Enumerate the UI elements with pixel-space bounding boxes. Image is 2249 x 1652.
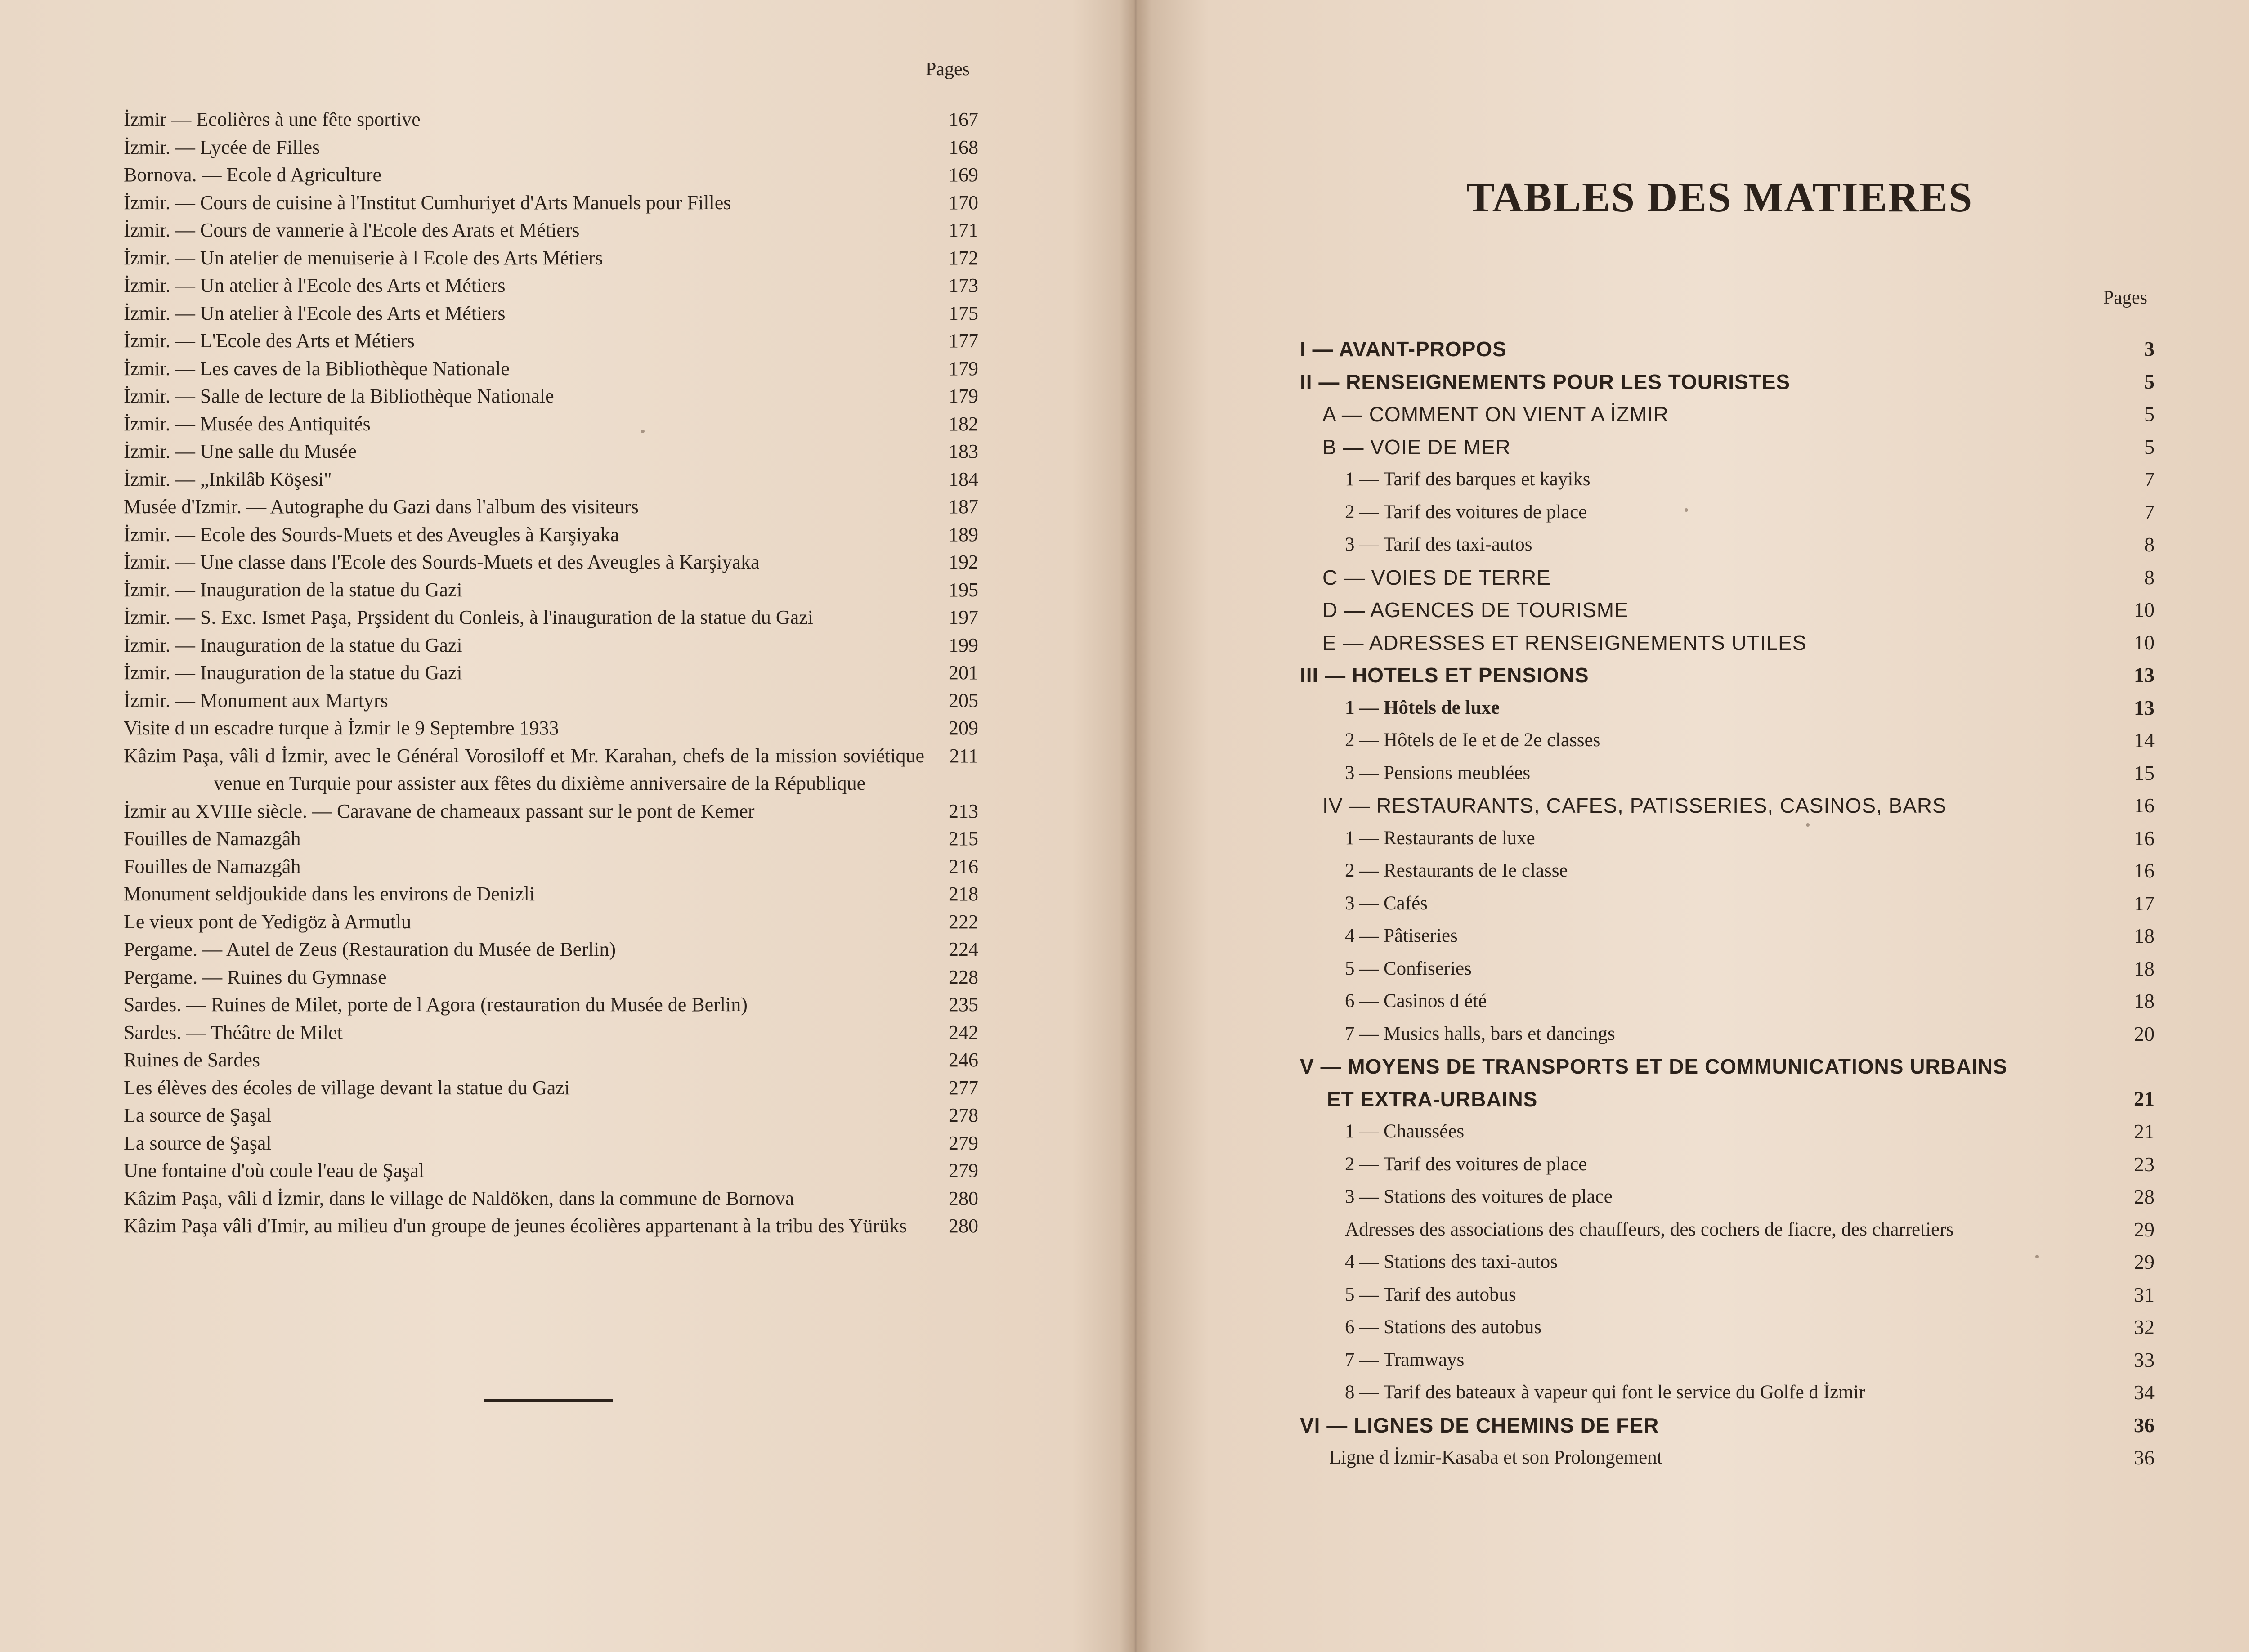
toc-entry-label: B — VOIE DE MER <box>1322 435 1511 459</box>
toc-entry-label: 4 — Stations des taxi-autos <box>1345 1251 1558 1272</box>
page-number: 242 <box>949 1021 978 1043</box>
toc-entry-label: III — HOTELS ET PENSIONS <box>1300 663 1589 687</box>
illustration-caption: İzmir. — Cours de cuisine à l'Institut Cumhuriyet d'Arts Manuels pour Filles <box>124 191 731 214</box>
page-number: 33 <box>2134 1348 2155 1371</box>
illustration-caption: İzmir. — Une salle du Musée <box>124 440 357 462</box>
page-number: 222 <box>949 910 978 933</box>
page-number: 20 <box>2134 1022 2155 1045</box>
toc-entry-label: 5 — Confiseries <box>1345 958 1472 979</box>
toc-entry-label: Adresses des associations des chauffeurs, des cochers de fiacre, des charretiers <box>1345 1218 1954 1240</box>
toc-entry <box>1300 463 2155 496</box>
list-item <box>124 521 978 549</box>
illustration-caption: Kâzim Paşa vâli d'Imir, au milieu d'un groupe de jeunes écolières appartenant à la tribu des Yürüks <box>124 1215 907 1237</box>
page-number: 28 <box>2134 1185 2155 1208</box>
illustration-caption: Sardes. — Théâtre de Milet <box>124 1021 343 1043</box>
illustration-list <box>124 106 978 1240</box>
illustration-caption: İzmir. — „Inkilâb Köşesi" <box>124 468 332 490</box>
list-item <box>124 1185 978 1213</box>
toc-entry <box>1300 985 2155 1018</box>
toc-entry <box>1300 1050 2155 1115</box>
toc-entry-label: 3 — Stations des voitures de place <box>1345 1186 1613 1207</box>
toc-entry-label: 2 — Restaurants de Ie classe <box>1345 860 1568 881</box>
list-item <box>124 659 978 687</box>
toc-entry-title <box>1300 659 2096 692</box>
page-number: 18 <box>2134 924 2155 947</box>
toc-entry-title <box>1300 724 2096 757</box>
illustration-caption: İzmir. — Cours de vannerie à l'Ecole des Arats et Métiers <box>124 219 580 241</box>
illustration-caption: İzmir. — Un atelier de menuiserie à l Ecole des Arts Métiers <box>124 246 603 269</box>
toc-entry-title <box>1300 1344 2096 1377</box>
illustration-caption: La source de Şaşal <box>124 1104 272 1126</box>
toc-entry <box>1300 561 2155 594</box>
list-item <box>124 244 978 272</box>
page-number: 201 <box>949 662 978 684</box>
toc-entry-title <box>1300 1115 2096 1148</box>
illustration-caption: İzmir. — Inauguration de la statue du Gazi <box>124 634 462 656</box>
toc-entry <box>1300 496 2155 529</box>
page-number: 197 <box>949 606 978 628</box>
illustration-caption: Le vieux pont de Yedigöz à Armutlu <box>124 910 412 933</box>
toc-entry <box>1300 594 2155 627</box>
illustration-caption: Pergame. — Autel de Zeus (Restauration du Musée de Berlin) <box>124 938 616 960</box>
toc-entry <box>1300 855 2155 887</box>
toc-entry-label: Ligne d İzmir-Kasaba et son Prolongement <box>1329 1447 1662 1468</box>
toc-entry <box>1300 1279 2155 1312</box>
toc-entry-label: I — AVANT-PROPOS <box>1300 337 1507 361</box>
page-number: 29 <box>2134 1218 2155 1241</box>
toc-entry <box>1300 528 2155 561</box>
toc-entry-title <box>1300 528 2096 561</box>
list-item <box>124 189 978 217</box>
page-number: 8 <box>2144 533 2155 556</box>
page-number: 175 <box>949 302 978 324</box>
illustration-caption: İzmir. — Un atelier à l'Ecole des Arts et Métiers <box>124 302 506 324</box>
toc-entry-title <box>1300 627 2096 659</box>
toc-entry-title <box>1300 692 2096 725</box>
page-number: 16 <box>2134 794 2155 817</box>
toc-entry-title <box>1300 1279 2096 1312</box>
page-number: 209 <box>949 717 978 739</box>
page-number: 10 <box>2134 631 2155 654</box>
page-number: 279 <box>949 1132 978 1154</box>
illustration-caption: Une fontaine d'où coule l'eau de Şaşal <box>124 1160 425 1182</box>
end-rule <box>484 1399 613 1402</box>
paper-speck <box>641 430 645 433</box>
page-number: 36 <box>2134 1413 2155 1437</box>
toc-entry <box>1300 333 2155 366</box>
toc-entry <box>1300 920 2155 953</box>
toc-entry-title <box>1300 398 2096 431</box>
page-number: 36 <box>2134 1446 2155 1469</box>
toc-entry <box>1300 1018 2155 1051</box>
toc-entry <box>1300 757 2155 790</box>
illustration-caption: İzmir. — L'Ecole des Arts et Métiers <box>124 330 415 352</box>
toc-entry-title <box>1300 594 2096 627</box>
list-item <box>124 825 978 853</box>
page-number: 21 <box>2134 1120 2155 1143</box>
list-item <box>124 936 978 963</box>
page-number: 16 <box>2134 826 2155 850</box>
page-number: 17 <box>2134 891 2155 915</box>
illustration-caption: İzmir. — Inauguration de la statue du Gazi <box>124 578 462 601</box>
page-number: 32 <box>2134 1316 2155 1339</box>
page-number: 192 <box>949 551 978 573</box>
pages-column-header-right: Pages <box>2103 287 2147 308</box>
illustration-caption: Visite d un escadre turque à İzmir le 9 Septembre 1933 <box>124 717 559 739</box>
toc-entry-title <box>1300 1181 2096 1213</box>
page-number: 228 <box>949 966 978 988</box>
toc-entry <box>1300 1181 2155 1213</box>
toc-entry <box>1300 1376 2155 1409</box>
list-item <box>124 382 978 410</box>
page-number: 179 <box>949 357 978 380</box>
toc-entry-label: 2 — Tarif des voitures de place <box>1345 1153 1587 1175</box>
illustration-caption: İzmir au XVIIIe siècle. — Caravane de chameaux passant sur le pont de Kemer <box>124 800 755 822</box>
page-number: 5 <box>2144 403 2155 425</box>
page-number: 5 <box>2144 370 2155 393</box>
toc-entry <box>1300 887 2155 920</box>
page-number: 16 <box>2134 859 2155 882</box>
toc-entry-label: 7 — Musics halls, bars et dancings <box>1345 1023 1615 1044</box>
page-number: 224 <box>949 938 978 960</box>
toc-entry-title <box>1300 789 2096 822</box>
toc-entry-title <box>1300 1050 2096 1115</box>
paper-speck <box>1685 508 1688 512</box>
page-number: 182 <box>949 412 978 435</box>
list-item <box>124 548 978 576</box>
page-number: 18 <box>2134 957 2155 980</box>
toc-entry-title <box>1300 757 2096 790</box>
toc-entry <box>1300 1148 2155 1181</box>
illustration-caption: İzmir. — Ecole des Sourds-Muets et des Aveugles à Karşiyaka <box>124 523 619 546</box>
toc-entry-label: 3 — Pensions meublées <box>1345 762 1531 783</box>
toc-entry-title <box>1300 1246 2096 1279</box>
page-number: 189 <box>949 523 978 546</box>
page-number: 15 <box>2134 761 2155 784</box>
page-number: 21 <box>2134 1087 2155 1110</box>
toc-entry-title <box>1300 333 2096 366</box>
page-number: 13 <box>2134 663 2155 686</box>
toc-entry <box>1300 724 2155 757</box>
toc-entry-title <box>1300 953 2096 985</box>
toc-entry-label: VI — LIGNES DE CHEMINS DE FER <box>1300 1413 1659 1437</box>
page-number: 235 <box>949 994 978 1016</box>
list-item <box>124 1074 978 1102</box>
toc-entry-label: 8 — Tarif des bateaux à vapeur qui font le service du Golfe d İzmir <box>1345 1382 1865 1403</box>
list-item <box>124 576 978 604</box>
toc-entry-label: 3 — Cafés <box>1345 892 1428 914</box>
toc-entry-title <box>1300 887 2096 920</box>
toc-entry-title <box>1300 561 2096 594</box>
toc-entry-label: 2 — Hôtels de Ie et de 2e classes <box>1345 730 1601 751</box>
toc-entry <box>1300 789 2155 822</box>
list-item <box>124 687 978 715</box>
page-number: 187 <box>949 496 978 518</box>
page-number: 171 <box>949 219 978 241</box>
page-number: 246 <box>949 1049 978 1071</box>
toc-entry-label-continued: ET EXTRA-URBAINS <box>1327 1087 1538 1111</box>
page-number: 195 <box>949 578 978 601</box>
toc-entry <box>1300 1311 2155 1344</box>
illustration-caption: Fouilles de Namazgâh <box>124 855 301 877</box>
toc-entry-title <box>1300 1442 2096 1474</box>
toc-entry-title <box>1300 1018 2096 1051</box>
toc-entry-title <box>1300 1213 2096 1246</box>
list-item <box>124 466 978 493</box>
list-item <box>124 1019 978 1047</box>
page-number: 23 <box>2134 1152 2155 1176</box>
list-item <box>124 355 978 383</box>
list-item <box>124 272 978 300</box>
toc-entry <box>1300 692 2155 725</box>
illustration-caption: İzmir — Ecolières à une fête sportive <box>124 108 421 130</box>
illustration-caption: İzmir. — S. Exc. Ismet Paşa, Prşsident du Conleis, à l'inauguration de la statue du Gazi <box>124 606 813 628</box>
toc-entry-title <box>1300 496 2096 529</box>
toc-entry-title <box>1300 1409 2096 1442</box>
toc-entry-label: C — VOIES DE TERRE <box>1322 565 1551 589</box>
list-item <box>124 216 978 244</box>
page-number: 199 <box>949 634 978 656</box>
list-item <box>124 1046 978 1074</box>
pages-column-header: Pages <box>926 59 970 80</box>
list-item <box>124 797 978 825</box>
toc-entry <box>1300 659 2155 692</box>
page-number: 3 <box>2144 337 2155 360</box>
page-number: 5 <box>2144 435 2155 458</box>
page-number: 184 <box>949 468 978 490</box>
toc-entry-label: 7 — Tramways <box>1345 1349 1465 1370</box>
list-item <box>124 1157 978 1185</box>
paper-speck <box>2035 1255 2039 1258</box>
illustration-caption: La source de Şaşal <box>124 1132 272 1154</box>
page-number: 211 <box>949 744 978 767</box>
illustration-caption: Pergame. — Ruines du Gymnase <box>124 966 387 988</box>
toc-entry-label: E — ADRESSES ET RENSEIGNEMENTS UTILES <box>1322 631 1807 654</box>
list-item <box>124 410 978 438</box>
toc-entry <box>1300 431 2155 464</box>
page-number: 177 <box>949 330 978 352</box>
toc-entry-title <box>1300 1311 2096 1344</box>
illustration-caption: İzmir. — Lycée de Filles <box>124 136 320 158</box>
toc-entry <box>1300 398 2155 431</box>
toc-entry <box>1300 1442 2155 1474</box>
toc-entry <box>1300 1213 2155 1246</box>
illustration-caption: İzmir. — Inauguration de la statue du Gazi <box>124 662 462 684</box>
page-number: 280 <box>949 1187 978 1209</box>
toc-entry <box>1300 366 2155 398</box>
toc-entry-title <box>1300 822 2096 855</box>
toc-entry <box>1300 1344 2155 1377</box>
list-item <box>124 161 978 189</box>
toc-entry-label: 4 — Pâtiseries <box>1345 925 1458 946</box>
page-number: 7 <box>2144 468 2155 491</box>
list-item <box>124 991 978 1019</box>
toc-entry-label: 2 — Tarif des voitures de place <box>1345 501 1587 523</box>
list-item <box>124 1129 978 1157</box>
toc-entry-title <box>1300 985 2096 1018</box>
illustration-caption: Bornova. — Ecole d Agriculture <box>124 164 382 186</box>
page-number: 34 <box>2134 1381 2155 1404</box>
page-number: 205 <box>949 689 978 712</box>
page-number: 31 <box>2134 1283 2155 1306</box>
toc-entry <box>1300 1115 2155 1148</box>
toc-entry <box>1300 953 2155 985</box>
toc-entry-label: 3 — Tarif des taxi-autos <box>1345 534 1532 555</box>
list-item <box>124 1212 978 1240</box>
page-number: 13 <box>2134 696 2155 719</box>
page-number: 218 <box>949 883 978 905</box>
toc-entry-title <box>1300 1376 2096 1409</box>
illustration-caption: Kâzim Paşa, vâli d İzmir, avec le Général Vorosiloff et Mr. Karahan, chefs de la mission soviétique venue en Turquie pour assister aux fêtes du dixième anniversaire de la République <box>124 744 924 794</box>
list-item <box>124 604 978 631</box>
illustration-caption: İzmir. — Une classe dans l'Ecole des Sourds-Muets et des Aveugles à Karşiyaka <box>124 551 760 573</box>
page-number: 170 <box>949 191 978 214</box>
list-item <box>124 880 978 908</box>
list-item <box>124 714 978 742</box>
illustration-caption: İzmir. — Salle de lecture de la Bibliothèque Nationale <box>124 385 554 407</box>
illustration-caption: İzmir. — Monument aux Martyrs <box>124 689 388 712</box>
page-number: 172 <box>949 246 978 269</box>
page-number: 167 <box>949 108 978 130</box>
illustration-caption: İzmir. — Les caves de la Bibliothèque Nationale <box>124 357 510 380</box>
toc-entry-title <box>1300 1148 2096 1181</box>
list-item <box>124 438 978 466</box>
page-number: 216 <box>949 855 978 877</box>
toc-entry-title <box>1300 366 2096 398</box>
page-number: 168 <box>949 136 978 158</box>
illustration-caption: İzmir. — Un atelier à l'Ecole des Arts et Métiers <box>124 274 506 296</box>
toc-entry-label: D — AGENCES DE TOURISME <box>1322 598 1629 622</box>
toc-entry-label: 1 — Restaurants de luxe <box>1345 827 1535 849</box>
page-number: 179 <box>949 385 978 407</box>
illustration-caption: İzmir. — Musée des Antiquités <box>124 412 371 435</box>
page-number: 279 <box>949 1160 978 1182</box>
toc-entry <box>1300 627 2155 659</box>
list-item <box>124 963 978 991</box>
page-number: 29 <box>2134 1250 2155 1273</box>
table-of-contents <box>1300 333 2155 1474</box>
list-item <box>124 300 978 327</box>
illustration-caption: Sardes. — Ruines de Milet, porte de l Agora (restauration du Musée de Berlin) <box>124 994 748 1016</box>
page-number: 173 <box>949 274 978 296</box>
illustration-caption: Musée d'Izmir. — Autographe du Gazi dans l'album des visiteurs <box>124 496 639 518</box>
list-item <box>124 493 978 521</box>
list-item <box>124 853 978 881</box>
page-number: 169 <box>949 164 978 186</box>
toc-entry-label: 1 — Chaussées <box>1345 1121 1465 1142</box>
toc-entry-label: II — RENSEIGNEMENTS POUR LES TOURISTES <box>1300 370 1791 394</box>
illustration-caption: Monument seldjoukide dans les environs de Denizli <box>124 883 535 905</box>
toc-entry-label: A — COMMENT ON VIENT A İZMIR <box>1322 403 1669 426</box>
page-number: 8 <box>2144 565 2155 589</box>
list-item <box>124 908 978 936</box>
toc-entry-title <box>1300 920 2096 953</box>
toc-entry <box>1300 1246 2155 1279</box>
list-item <box>124 106 978 134</box>
illustration-caption: Fouilles de Namazgâh <box>124 828 301 850</box>
page-number: 277 <box>949 1076 978 1099</box>
page-number: 280 <box>949 1215 978 1237</box>
toc-entry-label: 1 — Hôtels de luxe <box>1345 697 1500 718</box>
list-item <box>124 631 978 659</box>
page-number: 7 <box>2144 500 2155 524</box>
illustration-caption: Ruines de Sardes <box>124 1049 260 1071</box>
page-number: 18 <box>2134 989 2155 1012</box>
illustration-caption: Les élèves des écoles de village devant la statue du Gazi <box>124 1076 570 1099</box>
page-number: 183 <box>949 440 978 462</box>
toc-entry <box>1300 1409 2155 1442</box>
toc-entry-label: 6 — Stations des autobus <box>1345 1316 1542 1338</box>
toc-entry <box>1300 822 2155 855</box>
toc-entry-label: 5 — Tarif des autobus <box>1345 1284 1516 1305</box>
toc-entry-title <box>1300 855 2096 887</box>
toc-entry-label: IV — RESTAURANTS, CAFES, PATISSERIES, CASINOS, BARS <box>1322 794 1947 817</box>
page-number: 215 <box>949 828 978 850</box>
illustration-caption: Kâzim Paşa, vâli d İzmir, dans le village de Naldöken, dans la commune de Bornova <box>124 1187 794 1209</box>
toc-entry-title <box>1300 463 2096 496</box>
page-number: 278 <box>949 1104 978 1126</box>
toc-entry-title <box>1300 431 2096 464</box>
list-item <box>124 134 978 161</box>
page-title: TABLES DES MATIERES <box>1466 174 1973 221</box>
list-item <box>124 1101 978 1129</box>
paper-speck <box>1806 823 1810 827</box>
page-number: 14 <box>2134 729 2155 752</box>
list-item <box>124 742 978 797</box>
toc-entry-label: V — MOYENS DE TRANSPORTS ET DE COMMUNICATIONS URBAINS <box>1300 1055 2007 1078</box>
page-number: 10 <box>2134 598 2155 621</box>
toc-entry-label: 6 — Casinos d été <box>1345 990 1487 1012</box>
toc-entry-label: 1 — Tarif des barques et kayiks <box>1345 469 1590 490</box>
list-item <box>124 327 978 355</box>
page-number: 213 <box>949 800 978 822</box>
